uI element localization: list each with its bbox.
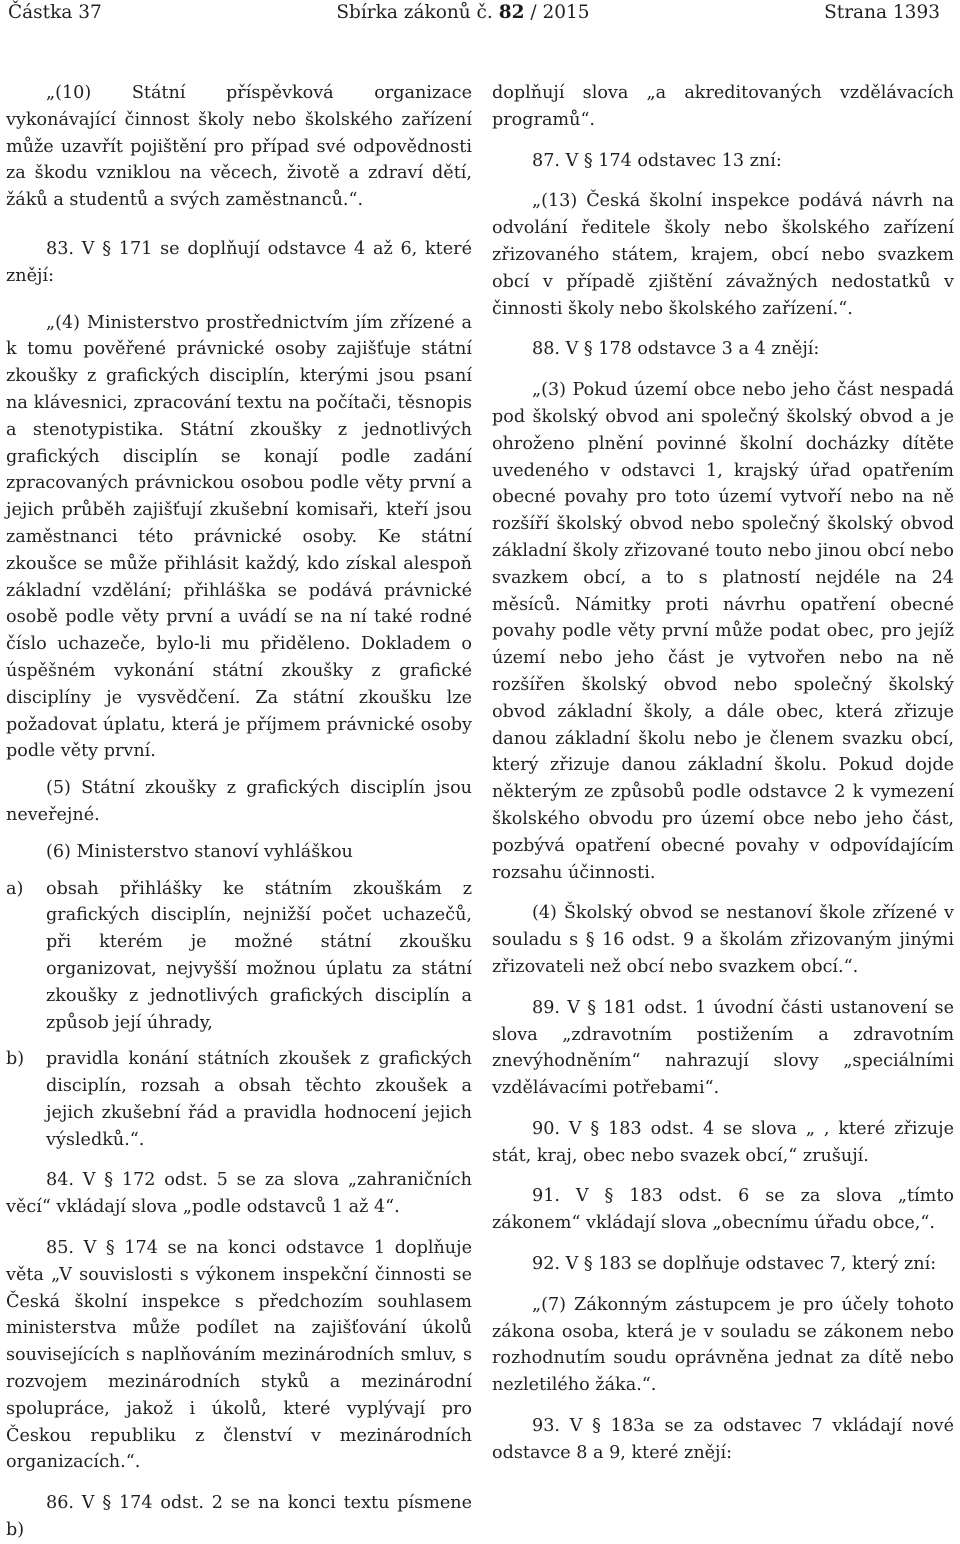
header-collection-prefix: Sbírka zákonů č. — [336, 2, 493, 23]
amendment-93: 93. V § 183a se za odstavec 7 vkládají nové odstavce 8 a 9, které znějí: — [492, 1416, 954, 1463]
amendment-90: 90. V § 183 odst. 4 se slova „ , které zřizuje stát, kraj, obec nebo svazek obcí,“ zrušují. — [492, 1118, 954, 1166]
amendment-91: 91. V § 183 odst. 6 se za slova „tímto zákonem“ vkládají slova „obecnímu úřadu obce,“. — [492, 1186, 954, 1234]
header-collection — [336, 2, 589, 23]
header-page: Strana 1393 — [824, 2, 940, 23]
list-item-text: obsah přihlášky ke státním zkouškám z grafických disciplín, nejnižší počet uchazečů, při kterém je možné státní zkoušku organizovat, nejvyšší možnou úplatu za státní zkoušky z jednotlivých grafických disciplín a způsob její úhrady, — [46, 878, 472, 1033]
amendment-89: 89. V § 181 odst. 1 úvodní části ustanovení se slova „zdravotním postižením a zdravotním znevýhodněním“ nahrazují slovy „speciálními vzdělávacími potřebami“. — [492, 997, 954, 1099]
right-column — [492, 80, 954, 1467]
header-collection-year: / 2015 — [530, 2, 590, 23]
list-item-label: b) — [6, 1049, 25, 1070]
left-column — [6, 80, 472, 1544]
amendment-87: 87. V § 174 odstavec 13 zní: — [532, 150, 782, 171]
header-collection-number: 82 — [498, 2, 525, 23]
paragraph: (6) Ministerstvo stanoví vyhláškou — [46, 841, 353, 862]
header-part: Částka 37 — [8, 2, 102, 23]
list-item — [6, 876, 472, 1037]
amendment-88: 88. V § 178 odstavce 3 a 4 znějí: — [532, 339, 820, 360]
page-header — [8, 2, 940, 30]
paragraph: „(13) Česká školní inspekce podává návrh na odvolání ředitele školy nebo školského zařízení zřizovaného státem, krajem, obcí nebo svazkem obcí v případě zjištění závažných nedostatků v činnosti školy nebo školského zařízení.“. — [492, 191, 954, 319]
paragraph: (4) Školský obvod se nestanoví škole zřízené v souladu s § 16 odst. 9 a školám zřizovaným jinými zřizovateli než obcí nebo svazkem obcí.“. — [492, 903, 954, 977]
amendment-83: 83. V § 171 se doplňují odstavce 4 až 6, které znějí: — [6, 238, 472, 286]
paragraph: „(3) Pokud území obce nebo jeho část nespadá pod školský obvod ani společný školský obvod a je ohroženo plnění povinné školní docházky dítěte uvedeného v odstavci 1, krajský úřad opatřením obecné povahy pro toto území vytvoří nebo na ně rozšíří školský obvod nebo společný školský obvod základní školy zřizované touto nebo jinou obcí nebo svazkem obcí, a to s platností nejdéle na 24 měsíců. Námitky proti návrhu opatření obecné povahy podle věty první může podat obec, pro jejíž území nebo jeho část je vytvořen nebo na ně rozšířen školský obvod nebo společný školský obvod základní školy, a dále obec, která zřizuje danou základní školu nebo je členem svazku obcí, který zřizuje danou základní školu. Pokud dojde některým ze způsobů podle odstavce 2 k vymezení školského obvodu pro území obce nebo jeho část, pozbývá opatření obecné povahy v odpovídajícím rozsahu účinnosti. — [492, 380, 954, 883]
list-item — [6, 1046, 472, 1153]
list-item-label: a) — [6, 878, 24, 899]
amendment-86: 86. V § 174 odst. 2 se na konci textu písmene b) — [6, 1493, 472, 1541]
paragraph: (5) Státní zkoušky z grafických disciplín jsou neveřejné. — [6, 778, 472, 825]
paragraph: doplňují slova „a akreditovaných vzdělávacích programů“. — [492, 83, 954, 130]
paragraph: „(10) Státní příspěvková organizace vykonávající činnost školy nebo školského zařízení může uzavřít pojištění pro případ své odpovědnosti za škodu vzniklou na věcech, životě a zdraví dětí, žáků a studentů a svých zaměstnanců.“. — [6, 83, 472, 211]
amendment-92: 92. V § 183 se doplňuje odstavec 7, který zní: — [532, 1254, 937, 1275]
paragraph: „(4) Ministerstvo prostřednictvím jím zřízené a k tomu pověřené právnické osoby zajišťuje státní zkoušky z grafických disciplín, kterými jsou psaní na klávesnici, zpracování textu na počítači, těsnopis a stenotypistika. Státní zkoušky z jednotlivých grafických disciplín se konají podle zadání zpracovaných právnickou osobou podle věty první a jejich průběh zajišťují zkušební komisaři, kteří jsou zaměstnanci této právnické osoby. Ke státní zkoušce se může přihlásit každý, kdo získal alespoň základní vzdělání; přihláška se podává právnické osobě podle věty první a uvádí se na ní také rodné číslo uchazeče, bylo-li mu přiděleno. Dokladem o úspěšném vykonání státní zkoušky z grafické disciplíny je vysvědčení. Za státní zkoušku lze požadovat úplatu, která je příjmem právnické osoby podle věty první. — [6, 312, 472, 762]
list-item-text: pravidla konání státních zkoušek z grafických disciplín, rozsah a obsah těchto zkoušek a jejich zkušební řád a pravidla hodnocení jejich výsledků.“. — [46, 1049, 472, 1150]
paragraph: „(7) Zákonným zástupcem je pro účely tohoto zákona osoba, která je v souladu se zákonem nebo rozhodnutím soudu oprávněna jednat za dítě nebo nezletilého žáka.“. — [492, 1294, 954, 1396]
amendment-84: 84. V § 172 odst. 5 se za slova „zahraničních věcí“ vkládají slova „podle odstavců 1 až 4“. — [6, 1170, 472, 1218]
amendment-85: 85. V § 174 se na konci odstavce 1 doplňuje věta „V souvislosti s výkonem inspekční činnosti se Česká školní inspekce s předchozím souhlasem ministerstva může podílet na zajišťování úkolů souvisejících s naplňováním mezinárodních smluv, s rozvojem mezinárodních styků a mezinárodní spolupráce, jakož i úkolů, které vyplývají pro Českou republiku z členství v mezinárodních organizacích.“. — [6, 1238, 472, 1473]
